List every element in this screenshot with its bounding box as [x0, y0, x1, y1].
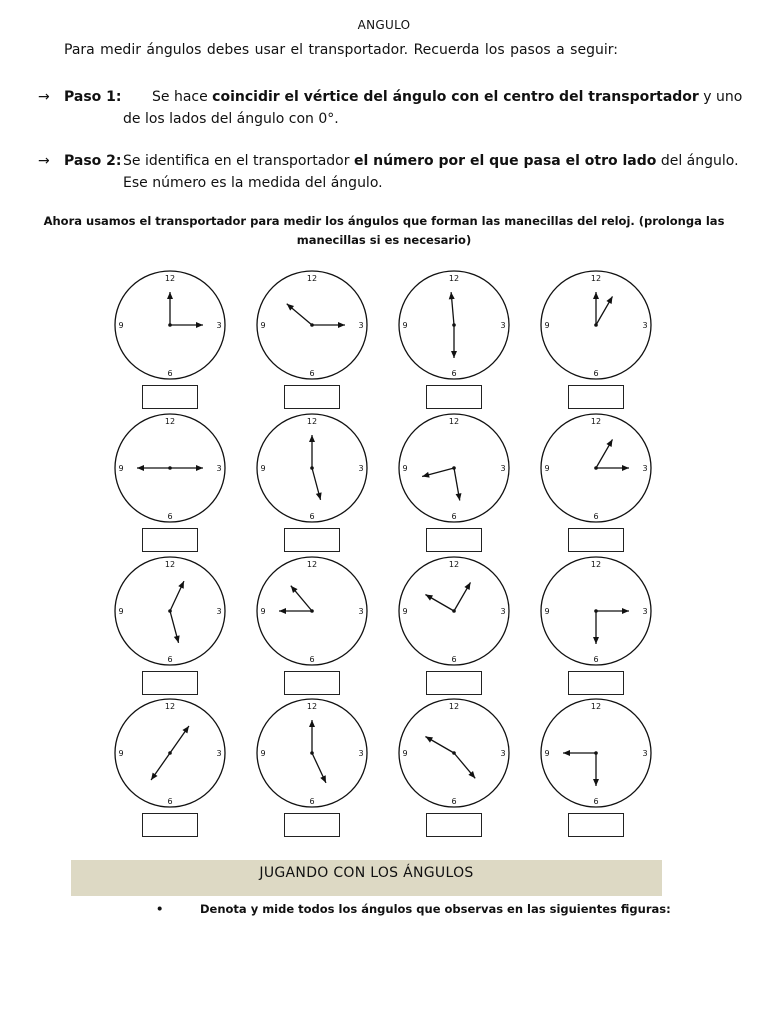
clock-center [452, 323, 456, 327]
clock-number: 6 [593, 369, 599, 378]
clock-number: 12 [448, 274, 460, 283]
section-banner: JUGANDO CON LOS ÁNGULOS [71, 860, 662, 896]
step-2-line-2: Ese número es la medida del ángulo. [123, 175, 383, 191]
clock-center [310, 323, 314, 327]
arrowhead-icon [593, 292, 599, 299]
clock-center [594, 323, 598, 327]
answer-box[interactable] [284, 528, 340, 552]
bullet-icon: • [156, 902, 164, 916]
clock-center [168, 466, 172, 470]
clock [115, 271, 225, 379]
bullet-text: Denota y mide todos los ángulos que observas en las siguientes figuras: [200, 902, 671, 916]
clock-number: 12 [590, 417, 602, 426]
arrow-right-icon: → [38, 89, 50, 105]
clock-number: 3 [642, 321, 648, 330]
clock-number: 6 [167, 369, 173, 378]
step-2-line-1: Se identifica en el transportador el número por el que pasa el otro lado del ángulo. [123, 153, 739, 169]
answer-box[interactable] [568, 813, 624, 837]
clock-center [310, 751, 314, 755]
step-2-label: Paso 2: [64, 153, 122, 169]
clock-number: 3 [358, 321, 364, 330]
clock-number: 6 [309, 655, 315, 664]
clock [399, 557, 509, 665]
clock-number: 9 [402, 607, 408, 616]
answer-box[interactable] [426, 813, 482, 837]
arrowhead-icon [279, 608, 286, 614]
arrowhead-icon [182, 726, 188, 733]
clock-number: 3 [500, 607, 506, 616]
arrowhead-icon [593, 779, 599, 786]
clock-number: 3 [358, 607, 364, 616]
clock-number: 3 [642, 607, 648, 616]
clock-number: 12 [164, 702, 176, 711]
arrow-right-icon: → [38, 153, 50, 169]
answer-box[interactable] [284, 671, 340, 695]
arrowhead-icon [456, 493, 462, 500]
clock-number: 12 [306, 560, 318, 569]
clock-number: 9 [118, 321, 124, 330]
clock-number: 9 [544, 321, 550, 330]
clock-number: 9 [402, 749, 408, 758]
clock-number: 9 [260, 321, 266, 330]
clock-number: 6 [593, 512, 599, 521]
step-1-line-2: de los lados del ángulo con 0°. [123, 111, 339, 127]
clock-number: 12 [590, 274, 602, 283]
clock-number: 9 [260, 749, 266, 758]
arrowhead-icon [309, 435, 315, 442]
clock-center [594, 751, 598, 755]
clock [541, 271, 651, 379]
answer-box[interactable] [142, 528, 198, 552]
clock-number: 12 [448, 560, 460, 569]
answer-box[interactable] [568, 528, 624, 552]
clock-number: 9 [402, 321, 408, 330]
clock [257, 699, 367, 807]
arrowhead-icon [451, 351, 457, 358]
clock-number: 3 [216, 321, 222, 330]
clock-number: 6 [451, 655, 457, 664]
clock-number: 12 [448, 417, 460, 426]
clock-number: 9 [118, 749, 124, 758]
clock-center [168, 609, 172, 613]
clock [257, 414, 367, 522]
clock-number: 3 [216, 464, 222, 473]
answer-box[interactable] [284, 385, 340, 409]
clock-number: 6 [167, 655, 173, 664]
clock-center [168, 323, 172, 327]
clock-number: 12 [590, 560, 602, 569]
clock-number: 12 [306, 274, 318, 283]
arrowhead-icon [593, 637, 599, 644]
clock-number: 6 [309, 369, 315, 378]
clock-number: 3 [642, 749, 648, 758]
answer-box[interactable] [568, 385, 624, 409]
arrowhead-icon [196, 465, 203, 471]
clock [115, 414, 225, 522]
clock-number: 3 [500, 464, 506, 473]
clock-number: 9 [402, 464, 408, 473]
clock-center [594, 466, 598, 470]
clock-number: 3 [216, 607, 222, 616]
clock-center [594, 609, 598, 613]
clock-center [452, 609, 456, 613]
arrowhead-icon [338, 322, 345, 328]
clock [399, 699, 509, 807]
arrowhead-icon [151, 773, 157, 780]
clock-center [452, 466, 456, 470]
clock-number: 6 [167, 797, 173, 806]
arrowhead-icon [622, 465, 629, 471]
clock [541, 414, 651, 522]
intro-text: Para medir ángulos debes usar el transportador. Recuerda los pasos a seguir: [64, 42, 618, 58]
arrowhead-icon [167, 292, 173, 299]
step-1-line-1: Se hace coincidir el vértice del ángulo con el centro del transportador y uno [152, 89, 743, 105]
clock-number: 9 [260, 464, 266, 473]
clock [541, 557, 651, 665]
page-title: ANGULO [357, 18, 411, 32]
answer-box[interactable] [142, 671, 198, 695]
clock-center [452, 751, 456, 755]
answer-box[interactable] [426, 528, 482, 552]
clock [399, 414, 509, 522]
clock-number: 6 [451, 369, 457, 378]
clock-number: 9 [118, 607, 124, 616]
clock [257, 271, 367, 379]
clock-number: 3 [358, 749, 364, 758]
clock [115, 557, 225, 665]
arrowhead-icon [563, 750, 570, 756]
arrowhead-icon [137, 465, 144, 471]
answer-box[interactable] [426, 385, 482, 409]
clock-number: 6 [167, 512, 173, 521]
clock-number: 9 [118, 464, 124, 473]
clock-number: 12 [306, 702, 318, 711]
clock-number: 9 [544, 749, 550, 758]
clock-number: 12 [590, 702, 602, 711]
clock-number: 6 [593, 797, 599, 806]
step-1-label: Paso 1: [64, 89, 122, 105]
instruction-text: Ahora usamos el transportador para medir los ángulos que forman las manecillas del reloj. (prolonga las manecillas si es necesario) [43, 214, 725, 247]
answer-box[interactable] [568, 671, 624, 695]
clock-number: 12 [306, 417, 318, 426]
clock-center [168, 751, 172, 755]
clock-number: 3 [358, 464, 364, 473]
clock-number: 6 [593, 655, 599, 664]
clock-number: 3 [500, 749, 506, 758]
clock-number: 6 [309, 512, 315, 521]
clock-center [310, 466, 314, 470]
answer-box[interactable] [142, 813, 198, 837]
answer-box[interactable] [284, 813, 340, 837]
clock [399, 271, 509, 379]
answer-box[interactable] [426, 671, 482, 695]
clock [541, 699, 651, 807]
clock-number: 12 [164, 274, 176, 283]
clock-number: 9 [260, 607, 266, 616]
arrowhead-icon [309, 720, 315, 727]
clock-number: 12 [164, 417, 176, 426]
clock-number: 3 [216, 749, 222, 758]
clock-number: 12 [448, 702, 460, 711]
clock-number: 6 [309, 797, 315, 806]
clock-number: 12 [164, 560, 176, 569]
clock-center [310, 609, 314, 613]
clock-number: 6 [451, 512, 457, 521]
clock-number: 3 [642, 464, 648, 473]
clock-number: 6 [451, 797, 457, 806]
clock [257, 557, 367, 665]
arrowhead-icon [196, 322, 203, 328]
clock-number: 3 [500, 321, 506, 330]
arrowhead-icon [622, 608, 629, 614]
clock-number: 9 [544, 607, 550, 616]
clock-number: 9 [544, 464, 550, 473]
answer-box[interactable] [142, 385, 198, 409]
clock [115, 699, 225, 807]
